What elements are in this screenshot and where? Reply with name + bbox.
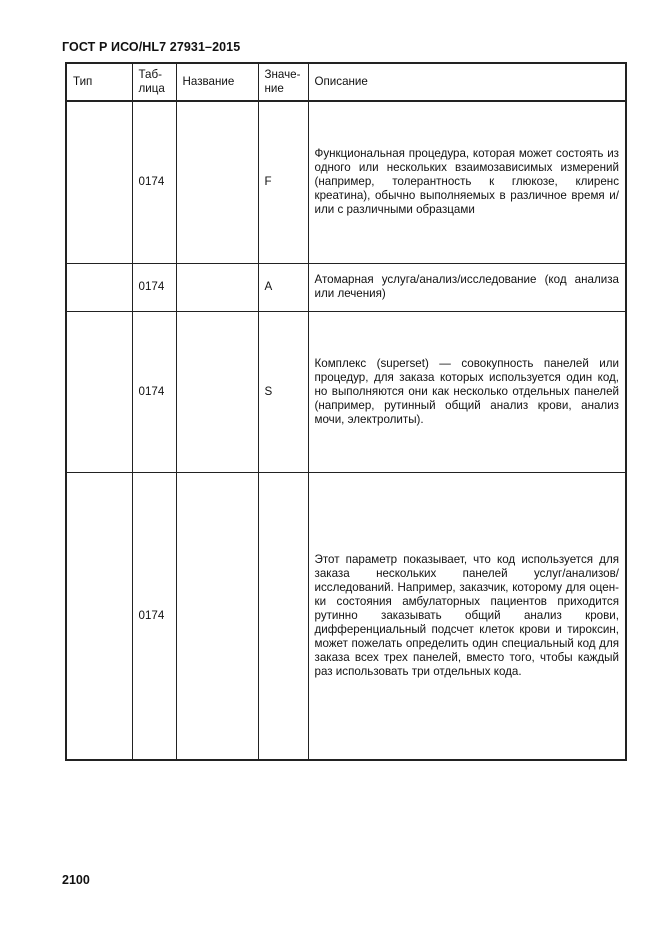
table-row xyxy=(66,311,626,472)
cell-table: 0174 xyxy=(132,263,176,311)
cell-description: Этот параметр показывает, что код используется для заказа нескольких панелей услуг/анализов/исследований. Например, заказчик, которому для оценки состояния амбулаторных пациентов приходится рутинно заказывать общий анализ крови, дифференциальный подсчет клеток крови и тироксин, может пожелать определить один специальный код для заказа всех трех панелей, вместо того, чтобы каждый раз использовать три отдельных кода. xyxy=(308,472,626,760)
page-number: 2100 xyxy=(62,873,90,887)
cell-value: F xyxy=(258,101,308,263)
cell-value xyxy=(258,472,308,760)
cell-table: 0174 xyxy=(132,101,176,263)
cell-name xyxy=(176,472,258,760)
cell-type xyxy=(66,311,132,472)
cell-description: Комплекс (superset) — совокупность панелей или процедур, для заказа которых используется один код, но выполняются они как несколько отдельных панелей (например, рутинный общий анализ крови, анализ мочи, электролиты). xyxy=(308,311,626,472)
column-header-type: Тип xyxy=(66,63,132,101)
specification-table xyxy=(65,62,627,761)
cell-type xyxy=(66,101,132,263)
table-row xyxy=(66,472,626,760)
column-header-value: Значе- ние xyxy=(258,63,308,101)
cell-description: Функциональная процедура, которая может состоять из одного или нескольких взаимозависимых измерений (например, толерантность к глюкозе, клиренс креатина), обычно выполняемых в различное время и/или с различными образцами xyxy=(308,101,626,263)
table-header-row xyxy=(66,63,626,101)
cell-type xyxy=(66,472,132,760)
table-row xyxy=(66,101,626,263)
cell-type xyxy=(66,263,132,311)
document-header: ГОСТ Р ИСО/HL7 27931–2015 xyxy=(62,40,241,54)
column-header-table: Таб- лица xyxy=(132,63,176,101)
table-row xyxy=(66,263,626,311)
cell-name xyxy=(176,101,258,263)
cell-name xyxy=(176,311,258,472)
cell-description: Атомарная услуга/анализ/исследование (код анализа или лечения) xyxy=(308,263,626,311)
cell-value: S xyxy=(258,311,308,472)
cell-name xyxy=(176,263,258,311)
cell-value: A xyxy=(258,263,308,311)
column-header-description: Описание xyxy=(308,63,626,101)
cell-table: 0174 xyxy=(132,311,176,472)
cell-table: 0174 xyxy=(132,472,176,760)
column-header-name: Название xyxy=(176,63,258,101)
